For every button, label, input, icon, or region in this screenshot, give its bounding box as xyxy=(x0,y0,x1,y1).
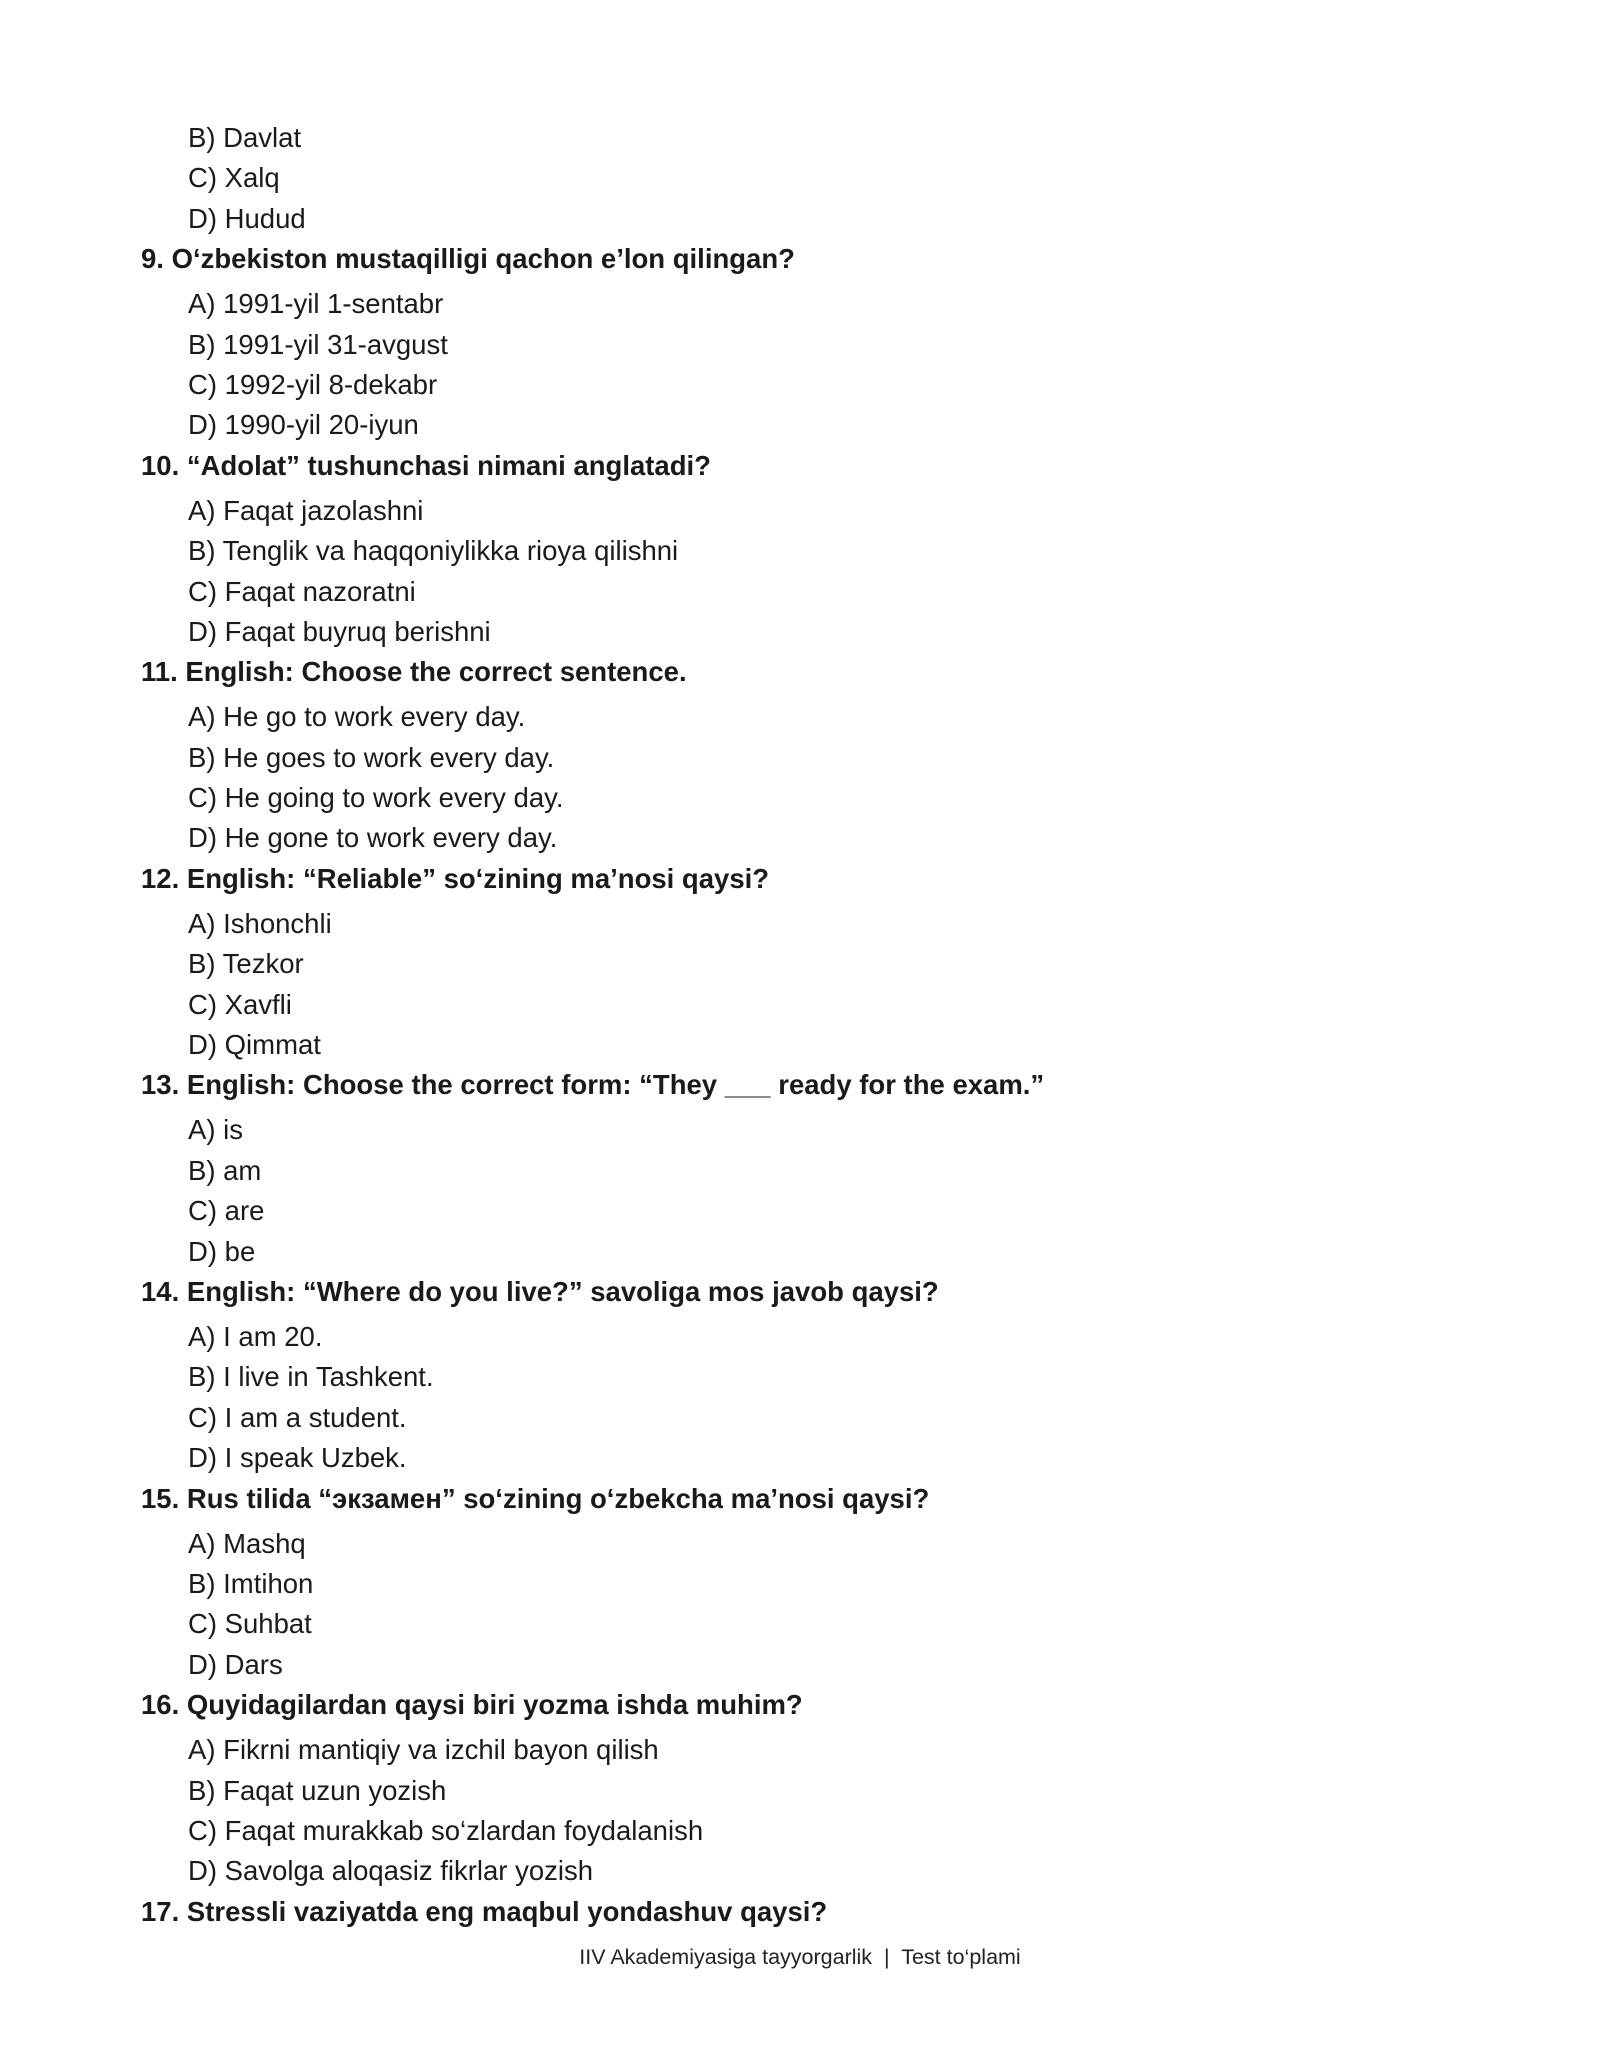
option-item: A) Faqat jazolashni xyxy=(188,494,424,526)
option-item: C) Suhbat xyxy=(188,1608,312,1640)
option-item: D) Hudud xyxy=(188,202,306,234)
option-item: B) 1991-yil 31-avgust xyxy=(188,328,448,360)
question-title: 13. English: Choose the correct form: “They ___ ready for the exam.” xyxy=(141,1069,1045,1101)
option-item: A) Fikrni mantiqiy va izchil bayon qilish xyxy=(188,1734,659,1766)
question-title: 14. English: “Where do you live?” savoliga mos javob qaysi? xyxy=(141,1275,939,1307)
option-item: A) is xyxy=(188,1114,243,1146)
option-item: C) Faqat murakkab so‘zlardan foydalanish xyxy=(188,1814,704,1846)
option-item: C) are xyxy=(188,1195,265,1227)
test-content xyxy=(141,118,1461,1932)
option-item: D) Dars xyxy=(188,1648,283,1680)
option-item: C) Xavfli xyxy=(188,988,292,1020)
question-title: 17. Stressli vaziyatda eng maqbul yondashuv qaysi? xyxy=(141,1895,828,1927)
footer-left-text: IIV Akademiyasiga tayyorgarlik xyxy=(579,1945,873,1969)
question-8-continuation xyxy=(141,118,1461,239)
footer-right-text: Test to‘plami xyxy=(901,1945,1021,1969)
option-item: D) Savolga aloqasiz fikrlar yozish xyxy=(188,1855,594,1887)
option-item: D) Faqat buyruq berishni xyxy=(188,615,491,647)
option-item: D) Qimmat xyxy=(188,1029,321,1061)
question-14 xyxy=(141,1272,1461,1479)
option-item: C) Xalq xyxy=(188,162,280,194)
question-title: 15. Rus tilida “экзамен” so‘zining o‘zbekcha ma’nosi qaysi? xyxy=(141,1482,930,1514)
option-item: B) Faqat uzun yozish xyxy=(188,1774,447,1806)
option-item: C) I am a student. xyxy=(188,1401,407,1433)
option-item: D) be xyxy=(188,1235,256,1267)
option-item: C) 1992-yil 8-dekabr xyxy=(188,368,438,400)
question-12 xyxy=(141,859,1461,1066)
question-title: 9. O‘zbekiston mustaqilligi qachon e’lon qilingan? xyxy=(141,243,795,275)
question-9 xyxy=(141,239,1461,446)
option-item: A) 1991-yil 1-sentabr xyxy=(188,288,444,320)
question-11 xyxy=(141,652,1461,859)
option-item: A) Mashq xyxy=(188,1527,306,1559)
question-title: 16. Quyidagilardan qaysi biri yozma ishda muhim? xyxy=(141,1689,803,1721)
footer-separator: | xyxy=(884,1945,890,1969)
option-item: D) He gone to work every day. xyxy=(188,822,558,854)
question-title: 12. English: “Reliable” so‘zining ma’nosi qaysi? xyxy=(141,862,770,894)
option-item: C) Faqat nazoratni xyxy=(188,575,416,607)
option-item: A) He go to work every day. xyxy=(188,701,526,733)
page-footer xyxy=(0,1945,1600,1970)
question-10 xyxy=(141,446,1461,653)
option-item: C) He going to work every day. xyxy=(188,782,564,814)
option-item: B) Tenglik va haqqoniylikka rioya qilishni xyxy=(188,535,679,567)
option-item: A) I am 20. xyxy=(188,1320,323,1352)
option-item: B) Imtihon xyxy=(188,1567,314,1599)
option-item: B) Tezkor xyxy=(188,948,304,980)
question-16 xyxy=(141,1685,1461,1892)
option-item: D) I speak Uzbek. xyxy=(188,1442,407,1474)
question-13 xyxy=(141,1065,1461,1272)
option-item: B) He goes to work every day. xyxy=(188,741,555,773)
option-item: B) am xyxy=(188,1154,262,1186)
option-item: A) Ishonchli xyxy=(188,907,332,939)
option-item: B) Davlat xyxy=(188,122,302,153)
option-item: D) 1990-yil 20-iyun xyxy=(188,409,419,441)
question-title: 11. English: Choose the correct sentence. xyxy=(141,656,687,688)
question-17 xyxy=(141,1892,1461,1932)
question-title: 10. “Adolat” tushunchasi nimani anglatadi? xyxy=(141,449,711,481)
question-15 xyxy=(141,1479,1461,1686)
option-item: B) I live in Tashkent. xyxy=(188,1361,434,1393)
